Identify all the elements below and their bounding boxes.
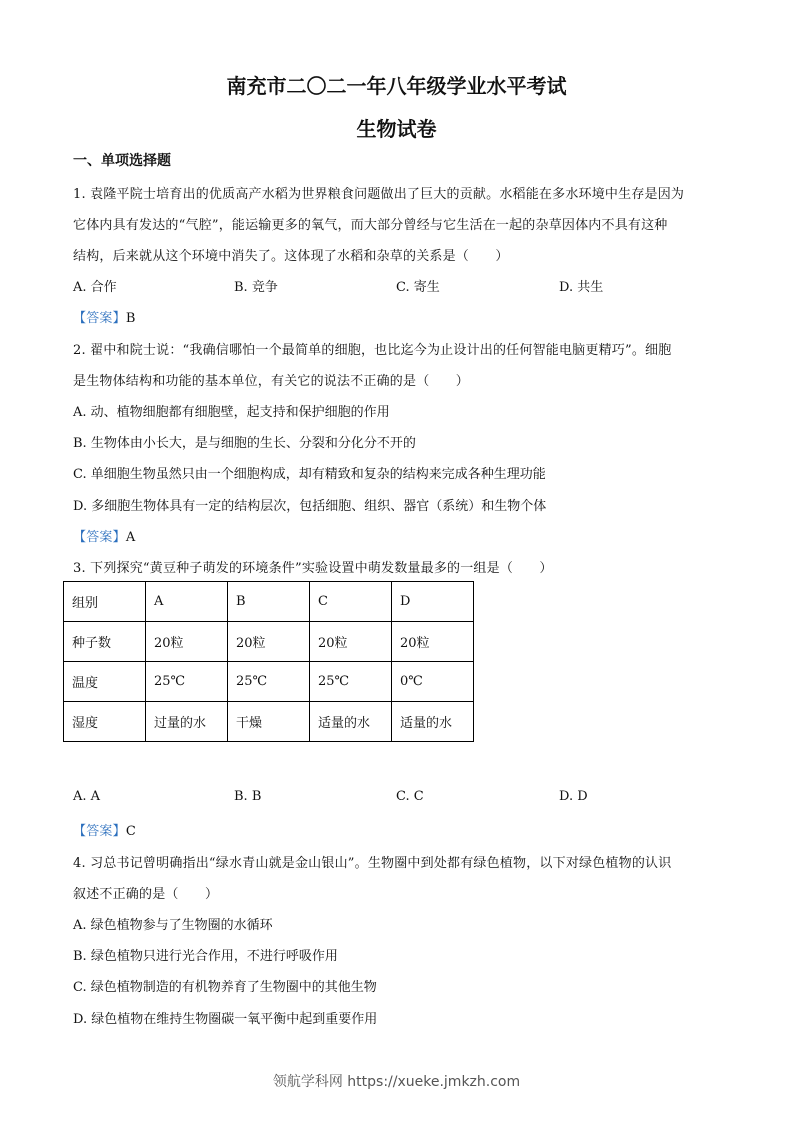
table-cell: D bbox=[392, 582, 474, 622]
question-1-line: 1. 袁隆平院士培育出的优质高产水稻为世界粮食问题做出了巨大的贡献。水稻能在多水环境中生存是因为 bbox=[73, 187, 685, 202]
answer-value: B bbox=[125, 311, 136, 326]
question-1-option-d: D. 共生 bbox=[559, 280, 604, 295]
question-4-option-a: A. 绿色植物参与了生物圈的水循环 bbox=[73, 918, 273, 933]
table-cell: 20粒 bbox=[228, 622, 310, 662]
table-row bbox=[64, 662, 474, 702]
table-row bbox=[64, 702, 474, 742]
table-cell: 0℃ bbox=[392, 662, 474, 702]
table-cell: 干燥 bbox=[228, 702, 310, 742]
table-cell: C bbox=[310, 582, 392, 622]
table-cell: A bbox=[146, 582, 228, 622]
table-cell: 20粒 bbox=[146, 622, 228, 662]
page-subtitle: 生物试卷 bbox=[356, 117, 437, 141]
section-heading: 一、单项选择题 bbox=[73, 153, 171, 169]
answer-label: 【答案】 bbox=[73, 530, 126, 545]
table-cell: 种子数 bbox=[64, 622, 146, 662]
table-cell: 湿度 bbox=[64, 702, 146, 742]
question-2-line: 2. 翟中和院士说：“我确信哪怕一个最简单的细胞，也比迄今为止设计出的任何智能电脑更精巧”。细胞 bbox=[73, 343, 672, 358]
question-1-line: 它体内具有发达的“气腔”，能运输更多的氧气，而大部分曾经与它生活在一起的杂草因体内不具有这种 bbox=[73, 218, 668, 233]
question-4-line: 4. 习总书记曾明确指出“绿水青山就是金山银山”。生物圈中到处都有绿色植物，以下对绿色植物的认识 bbox=[73, 856, 672, 871]
answer-value: C bbox=[125, 824, 136, 839]
question-1-option-c: C. 寄生 bbox=[396, 280, 440, 295]
question-4-option-d: D. 绿色植物在维持生物圈碳一氧平衡中起到重要作用 bbox=[73, 1012, 378, 1027]
table-cell: 20粒 bbox=[310, 622, 392, 662]
question-3-answer bbox=[73, 820, 136, 839]
question-3-option-b: B. B bbox=[234, 789, 262, 804]
question-1-option-a: A. 合作 bbox=[73, 280, 117, 295]
question-2-answer bbox=[73, 526, 135, 545]
page-title: 南充市二〇二一年八年级学业水平考试 bbox=[226, 74, 567, 98]
table-cell: 适量的水 bbox=[392, 702, 474, 742]
question-1-option-b: B. 竞争 bbox=[234, 280, 278, 295]
table-cell: 温度 bbox=[64, 662, 146, 702]
table-cell: 25℃ bbox=[228, 662, 310, 702]
table-cell: 20粒 bbox=[392, 622, 474, 662]
table-cell: 25℃ bbox=[146, 662, 228, 702]
table-row bbox=[64, 622, 474, 662]
question-4-line: 叙述不正确的是（ ） bbox=[73, 887, 219, 902]
question-3-option-a: A. A bbox=[73, 789, 101, 804]
question-2-option-c: C. 单细胞生物虽然只由一个细胞构成，却有精致和复杂的结构来完成各种生理功能 bbox=[73, 467, 546, 482]
table-cell: 适量的水 bbox=[310, 702, 392, 742]
question-3-option-c: C. C bbox=[396, 789, 424, 804]
table-cell: 25℃ bbox=[310, 662, 392, 702]
question-1-line: 结构，后来就从这个环境中消失了。这体现了水稻和杂草的关系是（ ） bbox=[73, 249, 509, 264]
question-2-option-d: D. 多细胞生物体具有一定的结构层次，包括细胞、组织、器官（系统）和生物个体 bbox=[73, 499, 547, 514]
question-2-line: 是生物体结构和功能的基本单位，有关它的说法不正确的是（ ） bbox=[73, 374, 470, 389]
question-2-option-b: B. 生物体由小长大，是与细胞的生长、分裂和分化分不开的 bbox=[73, 436, 416, 451]
footer-watermark: 领航学科网 https://xueke.jmkzh.com bbox=[272, 1074, 521, 1090]
question-4-option-c: C. 绿色植物制造的有机物养育了生物圈中的其他生物 bbox=[73, 980, 377, 995]
answer-label: 【答案】 bbox=[73, 311, 126, 326]
answer-value: A bbox=[125, 530, 136, 545]
experiment-table bbox=[63, 581, 474, 742]
table-row bbox=[64, 582, 474, 622]
question-1-answer bbox=[73, 307, 136, 326]
question-2-option-a: A. 动、植物细胞都有细胞壁，起支持和保护细胞的作用 bbox=[73, 405, 390, 420]
table-cell: 过量的水 bbox=[146, 702, 228, 742]
question-3-option-d: D. D bbox=[559, 789, 588, 804]
question-4-option-b: B. 绿色植物只进行光合作用，不进行呼吸作用 bbox=[73, 949, 338, 964]
table-cell: 组别 bbox=[64, 582, 146, 622]
table-cell: B bbox=[228, 582, 310, 622]
answer-label: 【答案】 bbox=[73, 824, 126, 839]
question-3-stem: 3. 下列探究“黄豆种子萌发的环境条件”实验设置中萌发数量最多的一组是（ ） bbox=[73, 561, 553, 576]
